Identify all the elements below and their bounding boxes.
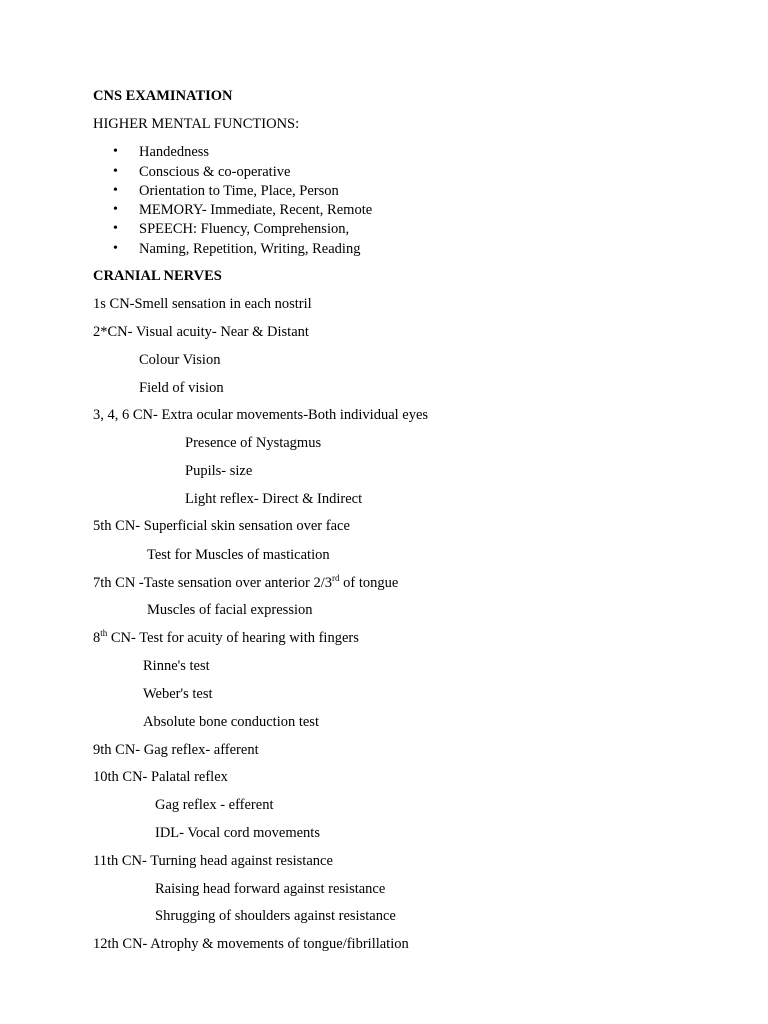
- cn346-subline: Presence of Nystagmus: [185, 435, 322, 451]
- cn9-line: 9th CN- Gag reflex- afferent: [93, 742, 259, 758]
- cn11-line: 11th CN- Turning head against resistance: [93, 853, 333, 869]
- hmf-heading: HIGHER MENTAL FUNCTIONS:: [93, 116, 300, 132]
- cn346-subline: Light reflex- Direct & Indirect: [185, 491, 363, 507]
- cn5-subline: Test for Muscles of mastication: [147, 547, 330, 563]
- cn11-subline: Shrugging of shoulders against resistance: [155, 908, 396, 924]
- cn7-superscript: rd: [331, 573, 340, 584]
- cn7-text-end: of tongue: [339, 575, 399, 591]
- hmf-item: • MEMORY- Immediate, Recent, Remote: [139, 201, 372, 219]
- cn8-subline: Weber's test: [143, 686, 213, 702]
- cn12-line: 12th CN- Atrophy & movements of tongue/fibrillation: [93, 936, 409, 952]
- cn8-text-end: CN- Test for acuity of hearing with fingers: [107, 630, 359, 646]
- hmf-item: • Conscious & co-operative: [139, 163, 290, 181]
- cn8-subline: Absolute bone conduction test: [143, 714, 319, 730]
- cn10-subline: Gag reflex - efferent: [155, 797, 274, 813]
- cn7-line: [93, 574, 398, 592]
- cn1-line: 1s CN-Smell sensation in each nostril: [93, 296, 312, 312]
- cn8-superscript: th: [100, 628, 108, 639]
- cn346-line: 3, 4, 6 CN- Extra ocular movements-Both individual eyes: [93, 407, 429, 423]
- cn11-subline: Raising head forward against resistance: [155, 881, 386, 897]
- cranial-nerves-heading: CRANIAL NERVES: [93, 268, 222, 284]
- hmf-item: • SPEECH: Fluency, Comprehension,: [139, 220, 349, 238]
- cn2-line: 2*CN- Visual acuity- Near & Distant: [93, 324, 309, 340]
- cn7-text: 7th CN -Taste sensation over anterior 2/3: [93, 575, 332, 591]
- cn7-subline: Muscles of facial expression: [147, 602, 313, 618]
- cn5-line: 5th CN- Superficial skin sensation over face: [93, 518, 350, 534]
- hmf-item: • Handedness: [139, 143, 209, 161]
- cn346-subline: Pupils- size: [185, 463, 253, 479]
- cn8-line: [93, 629, 359, 647]
- cn2-subline: Field of vision: [139, 380, 224, 396]
- cn2-subline: Colour Vision: [139, 352, 221, 368]
- cn8-text: 8: [93, 630, 101, 646]
- cn8-subline: Rinne's test: [143, 658, 210, 674]
- cn10-line: 10th CN- Palatal reflex: [93, 769, 228, 785]
- hmf-item: • Orientation to Time, Place, Person: [139, 182, 339, 200]
- document-title: CNS EXAMINATION: [93, 88, 233, 104]
- cn10-subline: IDL- Vocal cord movements: [155, 825, 320, 841]
- hmf-item: • Naming, Repetition, Writing, Reading: [139, 240, 360, 258]
